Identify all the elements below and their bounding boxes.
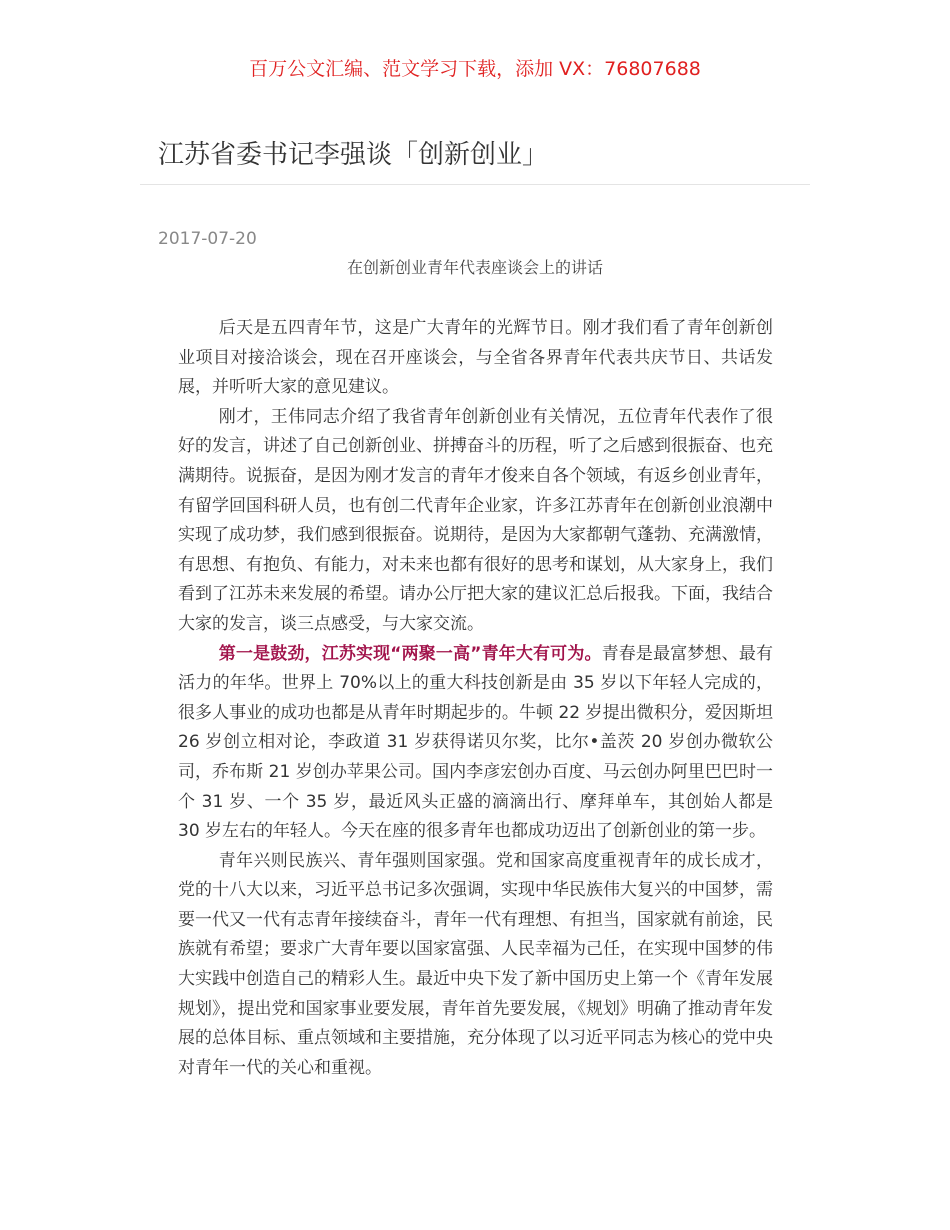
paragraph: 青年兴则民族兴、青年强则国家强。党和国家高度重视青年的成长成才，党的十八大以来，习近平总书记多次强调，实现中华民族伟大复兴的中国梦，需要一代又一代有志青年接续奋斗，青年一代有理想、有担当，国家就有前途，民族就有希望；要求广大青年要以国家富强、人民幸福为己任，在实现中国梦的伟大实践中创造自己的精彩人生。最近中央下发了新中国历史上第一个《青年发展规划》，提出党和国家事业要发展，青年首先要发展，《规划》明确了推动青年发展的总体目标、重点领域和主要措施，充分体现了以习近平同志为核心的党中央对青年一代的关心和重视。 [178, 850, 773, 1078]
paragraph: 后天是五四青年节，这是广大青年的光辉节日。刚才我们看了青年创新创业项目对接洽谈会，现在召开座谈会，与全省各界青年代表共庆节日、共话发展，并听听大家的意见建议。 [178, 318, 773, 398]
article-body [178, 314, 773, 1083]
section-one-lead: 第一是鼓劲，江苏实现“两聚一高”青年大有可为。 [218, 643, 602, 664]
article-title: 江苏省委书记李强谈「创新创业」 [158, 140, 549, 170]
section-one-paragraph [178, 640, 773, 847]
title-divider [140, 184, 810, 185]
section-one-text: 青春是最富梦想、最有活力的年华。世界上 70%以上的重大科技创新是由 35 岁以下年轻人完成的，很多人事业的成功也都是从青年时期起步的。牛顿 22 岁提出微积分，爱因斯坦 26 岁创立相对论，李政道 31 岁获得诺贝尔奖，比尔•盖茨 20 岁创办微软公司，乔布斯 21 岁创办苹果公司。国内李彦宏创办百度、马云创办阿里巴巴时一个 31 岁、一个 35 岁，最近风头正盛的滴滴出行、摩拜单车，其创始人都是 30 岁左右的年轻人。今天在座的很多青年也都成功迈出了创新创业的第一步。 [178, 643, 773, 842]
promo-banner: 百万公文汇编、范文学习下载，添加 VX：76807688 [249, 58, 701, 80]
publish-date: 2017-07-20 [158, 229, 257, 249]
article-subtitle: 在创新创业青年代表座谈会上的讲话 [346, 258, 603, 277]
paragraph: 刚才，王伟同志介绍了我省青年创新创业有关情况，五位青年代表作了很好的发言，讲述了自己创新创业、拼搏奋斗的历程，听了之后感到很振奋、也充满期待。说振奋，是因为刚才发言的青年才俊来自各个领域，有返乡创业青年，有留学回国科研人员，也有创二代青年企业家，许多江苏青年在创新创业浪潮中实现了成功梦，我们感到很振奋。说期待，是因为大家都朝气蓬勃、充满激情，有思想、有抱负、有能力，对未来也都有很好的思考和谋划，从大家身上，我们看到了江苏未来发展的希望。请办公厅把大家的建议汇总后报我。下面，我结合大家的发言，谈三点感受，与大家交流。 [178, 406, 773, 634]
